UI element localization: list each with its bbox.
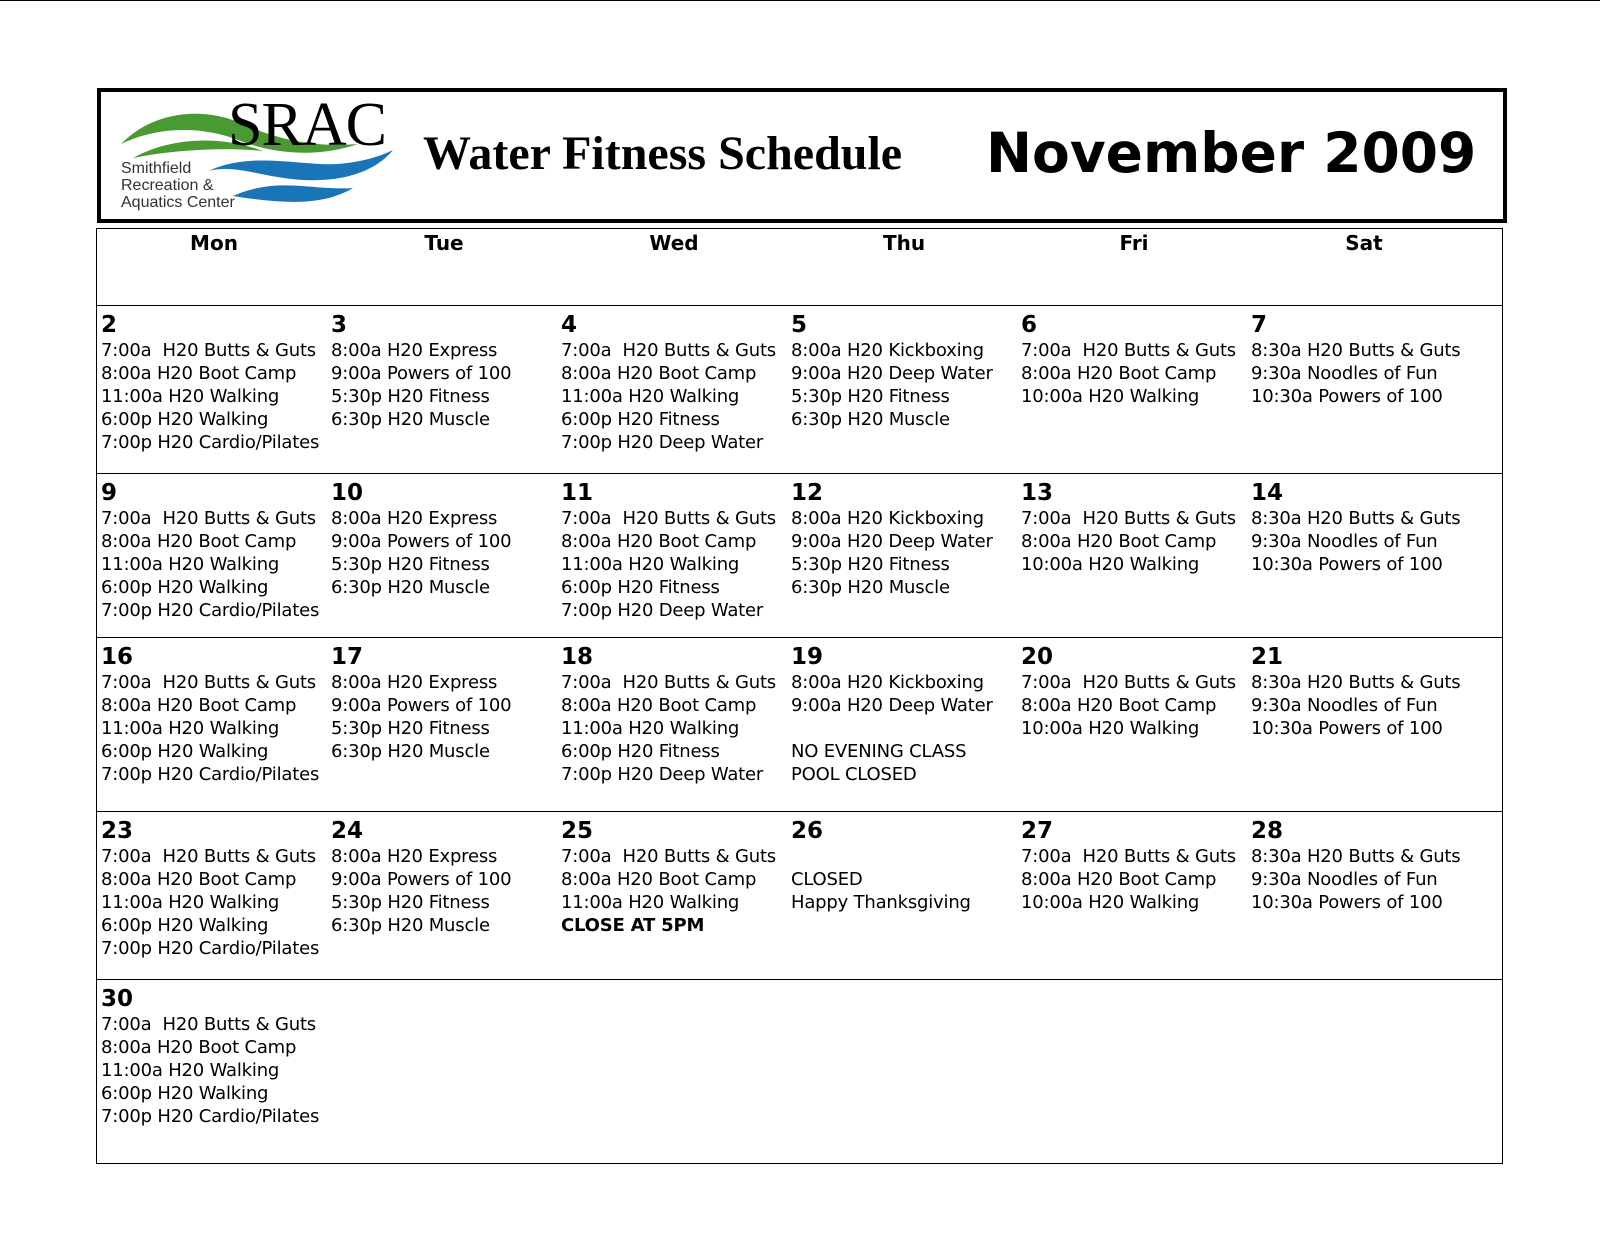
srac-logo: [113, 91, 393, 220]
event-item: 9:00a Powers of 100: [331, 531, 512, 552]
day-cell: [101, 480, 333, 622]
event-list: [1251, 671, 1483, 740]
event-item: 6:30p H20 Muscle: [791, 577, 950, 598]
week-row: [97, 637, 1502, 812]
event-item: 8:00a H20 Boot Camp: [101, 1037, 297, 1058]
event-list: [561, 845, 793, 937]
week-row: [97, 473, 1502, 638]
event-list: [791, 507, 1023, 599]
day-cell: [1251, 818, 1483, 914]
event-item: 7:00p H20 Cardio/Pilates: [101, 938, 320, 959]
event-item: 8:00a H20 Express: [331, 508, 498, 529]
date-number: 28: [1251, 818, 1284, 844]
date-number: 3: [331, 312, 348, 338]
event-notice: CLOSE AT 5PM: [561, 915, 705, 936]
event-item: 9:30a Noodles of Fun: [1251, 363, 1438, 384]
event-item: 8:00a H20 Boot Camp: [101, 695, 297, 716]
event-item: 7:00p H20 Deep Water: [561, 764, 764, 785]
event-item: 7:00p H20 Cardio/Pilates: [101, 764, 320, 785]
event-list: [101, 671, 333, 786]
event-item: 5:30p H20 Fitness: [331, 718, 490, 739]
event-list: [101, 1013, 333, 1128]
schedule-title: Water Fitness Schedule: [423, 127, 903, 180]
event-item: 10:00a H20 Walking: [1021, 386, 1200, 407]
day-cell: [561, 312, 793, 454]
event-item: 9:30a Noodles of Fun: [1251, 695, 1438, 716]
event-item: 5:30p H20 Fitness: [331, 892, 490, 913]
top-rule: [0, 0, 1600, 1]
event-item: 8:30a H20 Butts & Guts: [1251, 672, 1461, 693]
event-item: 11:00a H20 Walking: [101, 1060, 280, 1081]
event-item: 8:00a H20 Boot Camp: [561, 869, 757, 890]
event-item: 7:00a H20 Butts & Guts: [561, 672, 776, 693]
day-cell: [561, 818, 793, 937]
day-cell: [561, 480, 793, 622]
date-number: 18: [561, 644, 594, 670]
event-item: 11:00a H20 Walking: [101, 554, 280, 575]
event-item: 8:00a H20 Express: [331, 340, 498, 361]
event-item: 9:00a H20 Deep Water: [791, 531, 993, 552]
day-cell: [1021, 312, 1253, 408]
event-item: 7:00a H20 Butts & Guts: [1021, 846, 1236, 867]
event-item: 7:00a H20 Butts & Guts: [561, 846, 776, 867]
event-item: 7:00a H20 Butts & Guts: [561, 340, 776, 361]
day-cell: [101, 644, 333, 786]
date-number: 13: [1021, 480, 1054, 506]
day-header-sat: Sat: [1345, 231, 1383, 255]
logo-acronym: SRAC: [228, 91, 386, 159]
event-list: [101, 845, 333, 960]
event-item: 10:30a Powers of 100: [1251, 554, 1443, 575]
event-item: 6:30p H20 Muscle: [331, 915, 490, 936]
event-item: 8:00a H20 Boot Camp: [101, 363, 297, 384]
event-list: [101, 339, 333, 454]
date-number: 2: [101, 312, 118, 338]
event-item: 7:00a H20 Butts & Guts: [1021, 508, 1236, 529]
event-item: 8:00a H20 Boot Camp: [561, 695, 757, 716]
event-item: 9:00a Powers of 100: [331, 695, 512, 716]
event-item: 8:00a H20 Boot Camp: [561, 531, 757, 552]
day-cell: [331, 818, 563, 937]
day-cell: [331, 480, 563, 599]
day-cell: [1251, 312, 1483, 408]
event-item: 8:00a H20 Kickboxing: [791, 340, 984, 361]
date-number: 10: [331, 480, 364, 506]
day-cell: [791, 644, 1023, 786]
event-item: 6:30p H20 Muscle: [331, 409, 490, 430]
event-list: [1251, 845, 1483, 914]
event-list: [1021, 671, 1253, 740]
event-item: 8:00a H20 Boot Camp: [1021, 695, 1217, 716]
event-item: 6:00p H20 Fitness: [561, 409, 720, 430]
event-item: [791, 717, 1023, 740]
day-header-wed: Wed: [649, 231, 699, 255]
event-item: 7:00a H20 Butts & Guts: [1021, 672, 1236, 693]
event-list: [561, 339, 793, 454]
event-list: [331, 339, 563, 431]
event-item: 8:30a H20 Butts & Guts: [1251, 846, 1461, 867]
event-item: 7:00a H20 Butts & Guts: [101, 846, 316, 867]
day-cell: [1021, 644, 1253, 740]
event-item: 7:00a H20 Butts & Guts: [561, 508, 776, 529]
schedule-header: [97, 88, 1507, 223]
day-cell: [1021, 818, 1253, 914]
event-item: 11:00a H20 Walking: [101, 718, 280, 739]
event-item: 8:00a H20 Boot Camp: [1021, 531, 1217, 552]
day-cell: [101, 986, 333, 1128]
calendar-grid: [96, 228, 1503, 1164]
event-item: NO EVENING CLASS: [791, 741, 967, 762]
event-item: 10:00a H20 Walking: [1021, 554, 1200, 575]
event-item: 6:00p H20 Walking: [101, 741, 269, 762]
event-list: [331, 671, 563, 763]
event-list: [561, 671, 793, 786]
event-item: 10:30a Powers of 100: [1251, 892, 1443, 913]
date-number: 4: [561, 312, 578, 338]
logo-line: Recreation &: [121, 177, 214, 194]
event-item: 10:30a Powers of 100: [1251, 386, 1443, 407]
date-number: 30: [101, 986, 134, 1012]
day-cell: [101, 312, 333, 454]
event-item: 7:00p H20 Deep Water: [561, 432, 764, 453]
month-title: November 2009: [986, 121, 1477, 185]
event-item: 7:00p H20 Cardio/Pilates: [101, 432, 320, 453]
event-item: 9:00a Powers of 100: [331, 869, 512, 890]
event-item: 5:30p H20 Fitness: [331, 386, 490, 407]
event-item: 6:30p H20 Muscle: [331, 741, 490, 762]
week-row: [97, 305, 1502, 474]
event-item: Happy Thanksgiving: [791, 892, 971, 913]
day-header-mon: Mon: [190, 231, 238, 255]
event-item: 9:00a H20 Deep Water: [791, 363, 993, 384]
day-cell: [101, 818, 333, 960]
day-cell: [1251, 644, 1483, 740]
date-number: 17: [331, 644, 364, 670]
date-number: 23: [101, 818, 134, 844]
event-list: [1251, 507, 1483, 576]
date-number: 11: [561, 480, 594, 506]
event-item: 6:00p H20 Fitness: [561, 741, 720, 762]
event-item: 5:30p H20 Fitness: [791, 554, 950, 575]
event-item: 11:00a H20 Walking: [561, 554, 740, 575]
event-item: 8:30a H20 Butts & Guts: [1251, 508, 1461, 529]
event-item: 7:00a H20 Butts & Guts: [101, 508, 316, 529]
event-list: [331, 507, 563, 599]
day-cell: [1021, 480, 1253, 576]
date-number: 19: [791, 644, 824, 670]
event-item: 6:00p H20 Walking: [101, 915, 269, 936]
day-cell: [331, 312, 563, 431]
event-item: 11:00a H20 Walking: [561, 718, 740, 739]
date-number: 9: [101, 480, 118, 506]
event-item: 6:00p H20 Walking: [101, 577, 269, 598]
week-row: [97, 811, 1502, 980]
event-item: 7:00a H20 Butts & Guts: [101, 672, 316, 693]
event-list: [1021, 507, 1253, 576]
date-number: 24: [331, 818, 364, 844]
event-item: 10:00a H20 Walking: [1021, 892, 1200, 913]
date-number: 14: [1251, 480, 1284, 506]
event-item: 8:00a H20 Boot Camp: [101, 869, 297, 890]
event-item: 9:00a Powers of 100: [331, 363, 512, 384]
event-list: [101, 507, 333, 622]
event-item: 7:00a H20 Butts & Guts: [1021, 340, 1236, 361]
event-item: 8:00a H20 Boot Camp: [101, 531, 297, 552]
date-number: 25: [561, 818, 594, 844]
event-item: 8:00a H20 Express: [331, 846, 498, 867]
day-header-thu: Thu: [882, 231, 926, 255]
day-cell: [791, 312, 1023, 431]
event-item: 9:30a Noodles of Fun: [1251, 869, 1438, 890]
date-number: 5: [791, 312, 808, 338]
event-item: 6:30p H20 Muscle: [331, 577, 490, 598]
date-number: 21: [1251, 644, 1284, 670]
event-item: 6:00p H20 Walking: [101, 1083, 269, 1104]
date-number: 16: [101, 644, 134, 670]
event-item: 8:30a H20 Butts & Guts: [1251, 340, 1461, 361]
event-list: [1251, 339, 1483, 408]
event-list: [1021, 339, 1253, 408]
day-header-fri: Fri: [1119, 231, 1149, 255]
event-list: [331, 845, 563, 937]
date-number: 7: [1251, 312, 1268, 338]
event-list: [791, 671, 1023, 786]
day-header-tue: Tue: [424, 231, 464, 255]
event-item: 9:30a Noodles of Fun: [1251, 531, 1438, 552]
event-item: 7:00p H20 Cardio/Pilates: [101, 1106, 320, 1127]
event-list: [561, 507, 793, 622]
logo-line: Aquatics Center: [121, 194, 235, 211]
day-cell: [791, 818, 1023, 914]
event-item: 5:30p H20 Fitness: [331, 554, 490, 575]
event-item: 6:00p H20 Walking: [101, 409, 269, 430]
date-number: 27: [1021, 818, 1054, 844]
event-item: 11:00a H20 Walking: [561, 892, 740, 913]
event-item: 11:00a H20 Walking: [561, 386, 740, 407]
day-cell: [1251, 480, 1483, 576]
event-item: 8:00a H20 Kickboxing: [791, 672, 984, 693]
event-item: 9:00a H20 Deep Water: [791, 695, 993, 716]
event-item: 7:00a H20 Butts & Guts: [101, 1014, 316, 1035]
event-item: 7:00a H20 Butts & Guts: [101, 340, 316, 361]
day-cell: [791, 480, 1023, 599]
event-list: [791, 845, 1023, 914]
event-item: 11:00a H20 Walking: [101, 892, 280, 913]
event-list: [791, 339, 1023, 431]
event-item: 8:00a H20 Boot Camp: [1021, 363, 1217, 384]
date-number: 12: [791, 480, 824, 506]
week-row: [97, 979, 1502, 1164]
event-list: [1021, 845, 1253, 914]
day-header-row: [97, 229, 1502, 305]
day-cell: [561, 644, 793, 786]
event-item: 7:00p H20 Cardio/Pilates: [101, 600, 320, 621]
event-item: 8:00a H20 Boot Camp: [561, 363, 757, 384]
date-number: 6: [1021, 312, 1038, 338]
event-item: 8:00a H20 Boot Camp: [1021, 869, 1217, 890]
logo-line: Smithfield: [121, 160, 192, 177]
event-item: 10:30a Powers of 100: [1251, 718, 1443, 739]
event-item: 6:30p H20 Muscle: [791, 409, 950, 430]
event-item: 8:00a H20 Express: [331, 672, 498, 693]
date-number: 20: [1021, 644, 1054, 670]
event-item: 8:00a H20 Kickboxing: [791, 508, 984, 529]
event-item: 11:00a H20 Walking: [101, 386, 280, 407]
event-item: POOL CLOSED: [791, 764, 917, 785]
day-cell: [331, 644, 563, 763]
event-item: CLOSED: [791, 869, 863, 890]
date-number: 26: [791, 818, 824, 844]
event-item: 6:00p H20 Fitness: [561, 577, 720, 598]
event-item: 5:30p H20 Fitness: [791, 386, 950, 407]
event-item: [791, 845, 1023, 868]
event-item: 7:00p H20 Deep Water: [561, 600, 764, 621]
event-item: 10:00a H20 Walking: [1021, 718, 1200, 739]
